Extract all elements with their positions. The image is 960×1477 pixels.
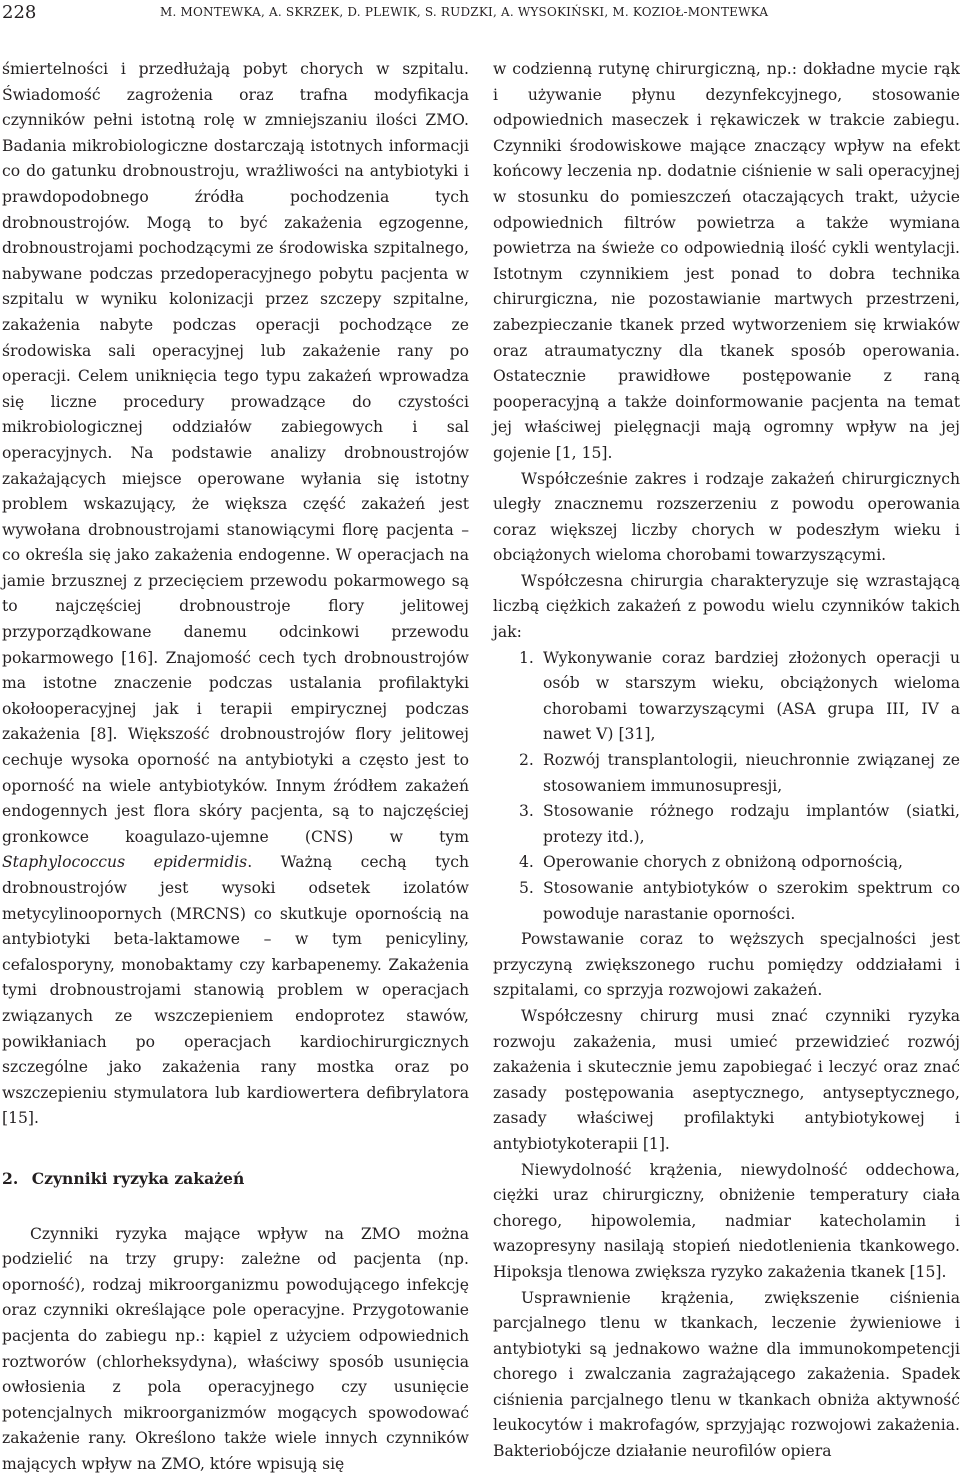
body-paragraph: Czynniki ryzyka mające wpływ na ZMO można podzielić na trzy grupy: zależne od pacjenta (np. oporność), rodzaj mikroorganizmu powodującego infekcję oraz czynniki określające pole operacyjne. Przygotowanie pacjenta do zabiegu np.: kąpiel z użyciem odpowiednich roztworów (chlorheksydyna), właściwy sposób usunięcia owłosienia z pola operacyjnego czy usunięcie potencjalnych mikroorganizmów mogących spowodować zakażenie rany. Określono także wiele innych czynników mających wpływ na ZMO, które wpisują się: [2, 1224, 469, 1473]
list-item: [519, 646, 960, 748]
list-item: [519, 850, 960, 876]
left-column: [2, 57, 469, 1477]
list-number: 2.: [519, 751, 534, 770]
paragraph-text: śmiertelności i przedłużają pobyt chorych w szpitalu. Świadomość zagrożenia oraz trafna modyfikacja czynników pełni istotną rolę w zmniejszaniu ilości ZMO. Badania mikrobiologiczne dostarczają istotnych informacji co do gatunku drobnoustroju, wrażliwości na antybiotyki i prawdopodobnego źródła pochodzenia tych drobnoustrojów. Mogą to być zakażenia egzogenne, drobnoustrojami pochodzącymi ze środowiska szpitalnego, nabywane podczas przedoperacyjnego pobytu pacjenta w szpitalu w wyniku kolonizacji przez szczepy szpitalne, zakażenia nabyte podczas operacji pochodzące ze środowiska sali operacyjnej lub zakażenie rany po operacji. Celem uniknięcia tego typu zakażeń wprowadza się liczne procedury prowadzące do czystości mikrobiologicznej oddziałów zabiegowych i sal operacyjnych. Na podstawie analizy drobnoustrojów zakażających miejsce operowane wyłania się istotny problem wskazujący, że większa część zakażeń jest wywołana drobnoustrojami stanowiącymi florę pacjenta – co określa się jako zakażenia endogenne. W operacjach na jamie brzusznej z przecięciem przewodu pokarmowego są to najczęściej drobnoustroje flory jelitowej przyporządkowane danemu odcinkowi przewodu pokarmowego [16]. Znajomość cech tych drobnoustrojów ma istotne znaczenie podczas ustalania profilaktyki okołooperacyjnej jak i terapii empirycznej podczas zakażenia [8]. Większość drobnoustrojów flory jelitowej cechuje wysoka oporność na antybiotyki a często jest to oporność na wiele antybiotyków. Innym źródłem zakażeń endogennych jest flora skóry pacjenta, są to najczęściej gronkowce koagulazo-ujemne (CNS) w tym: [2, 60, 469, 846]
section-number: 2.: [2, 1168, 19, 1188]
right-column: [493, 57, 960, 1465]
body-paragraph: Powstawanie coraz to węższych specjalności jest przyczyną zwiększonego ruchu pomiędzy oddziałami i szpitalami, co sprzyja rozwojowi zakażeń.: [493, 930, 960, 1000]
list-item: [519, 876, 960, 927]
body-paragraph: Usprawnienie krążenia, zwiększenie ciśnienia parcjalnego tlenu w tkankach, leczenie żywieniowe i antybiotyki są jednakowo ważne dla immunokompetencji chorego i zwalczania zagrażającego zakażenia. Spadek ciśnienia parcjalnego tlenu w tkankach obniża aktywność leukocytów i makrofagów, sprzyjając rozwojowi zakażenia. Bakteriobójcze działanie neurofilów opiera: [493, 1288, 960, 1461]
body-paragraph: Współczesna chirurgia charakteryzuje się wzrastającą liczbą ciężkich zakażeń z powodu wielu czynników takich jak:: [493, 571, 960, 642]
list-item: [519, 748, 960, 799]
running-header: [0, 0, 960, 30]
list-number: 4.: [519, 853, 534, 872]
section-heading: [2, 1166, 469, 1192]
list-item-text: Stosowanie różnego rodzaju implantów (siatki, protezy itd.),: [543, 802, 960, 846]
section-title: Czynniki ryzyka zakażeń: [31, 1168, 245, 1188]
list-item: [519, 799, 960, 850]
page-number: 228: [2, 2, 37, 23]
paragraph-text-cont: . Ważną cechą tych drobnoustrojów jest wysoki odsetek izolatów metycylinoopornych (MRCNS) co skutkuje opornością na antybiotyki beta-laktamowe – w tym penicyliny, cefalosporyny, monobaktamy czy karbapenemy. Zakażenia tymi drobnoustrojami stanowią problem w operacjach związanych ze wszczepieniem endoprotez stawów, powikłaniach po operacjach kardiochirurgicznych szczególne jako zakażenia rany mostka oraz po wszczepieniu stymulatora lub kardiowertera defibrylatora [15].: [2, 853, 469, 1128]
list-number: 5.: [519, 879, 534, 897]
body-paragraph: Współcześnie zakres i rodzaje zakażeń chirurgicznych uległy znacznemu rozszerzeniu z powodu operowania coraz większej liczby chorych w podeszłym wieku i obciążonych wieloma chorobami towarzyszącymi.: [493, 469, 960, 565]
running-head-authors: M. MONTEWKA, A. SKRZEK, D. PLEWIK, S. RUDZKI, A. WYSOKIŃSKI, M. KOZIOŁ-MONTEWKA: [160, 5, 769, 19]
body-paragraph: w codzienną rutynę chirurgiczną, np.: dokładne mycie rąk i używanie płynu dezynfekcyjnego, stosowanie odpowiednich maseczek i rękawiczek w trakcie zabiegu. Czynniki środowiskowe mające znaczący wpływ na efekt końcowy leczenia np. dodatnie ciśnienie w sali operacyjnej w stosunku do pomieszczeń otaczających trakt, użycie odpowiednich filtrów powietrza a także wymiana powietrza na świeże co odpowiednią ilość cykli wentylacji. Istotnym czynnikiem jest ponad to dobra technika chirurgiczna, nie pozostawianie martwych przestrzeni, zabezpieczanie tkanek przed wytworzeniem się krwiaków oraz atraumatyczny dla tkanek sposób operowania. Ostatecznie prawidłowe postępowanie z raną pooperacyjną a także doinformowanie pacjenta na temat jej właściwej pielęgnacji mają ogromny wpływ na jej gojenie [1, 15].: [493, 60, 960, 462]
body-paragraph: Współczesny chirurg musi znać czynniki ryzyka rozwoju zakażenia, musi umieć przewidzieć rozwój zakażenia i skutecznie jemu zapobiegać i leczyć oraz znać zasady postępowania aseptycznego, antyseptycznego, zasady właściwej profilaktyki antybiotykowej i antybiotykoterapii [1].: [493, 1006, 960, 1153]
species-name-italic: Staphylococcus epidermidis: [2, 853, 248, 872]
list-item-text: Rozwój transplantologii, nieuchronnie związanej ze stosowaniem immunosupresji,: [543, 751, 960, 795]
risk-factor-list: [493, 646, 960, 928]
list-number: 1.: [519, 648, 534, 667]
list-number: 3.: [519, 802, 534, 821]
body-paragraph: [2, 57, 469, 1132]
list-item-text: Operowanie chorych z obniżoną odpornością,: [543, 853, 903, 872]
list-item-text: Wykonywanie coraz bardziej złożonych operacji u osób w starszym wieku, obciążonych wieloma chorobami towarzyszącymi (ASA grupa III, IV a nawet V) [31],: [543, 648, 960, 744]
list-item-text: Stosowanie antybiotyków o szerokim spektrum co powoduje narastanie oporności.: [543, 879, 960, 923]
body-paragraph: Niewydolność krążenia, niewydolność oddechowa, ciężki uraz chirurgiczny, obniżenie temperatury ciała chorego, hipowolemia, nadmiar katecholamin i wazopresyny nasilają stopień niedotlenienia tkankowego. Hipoksja tlenowa zwiększa ryzyko zakażenia tkanek [15].: [493, 1160, 960, 1281]
